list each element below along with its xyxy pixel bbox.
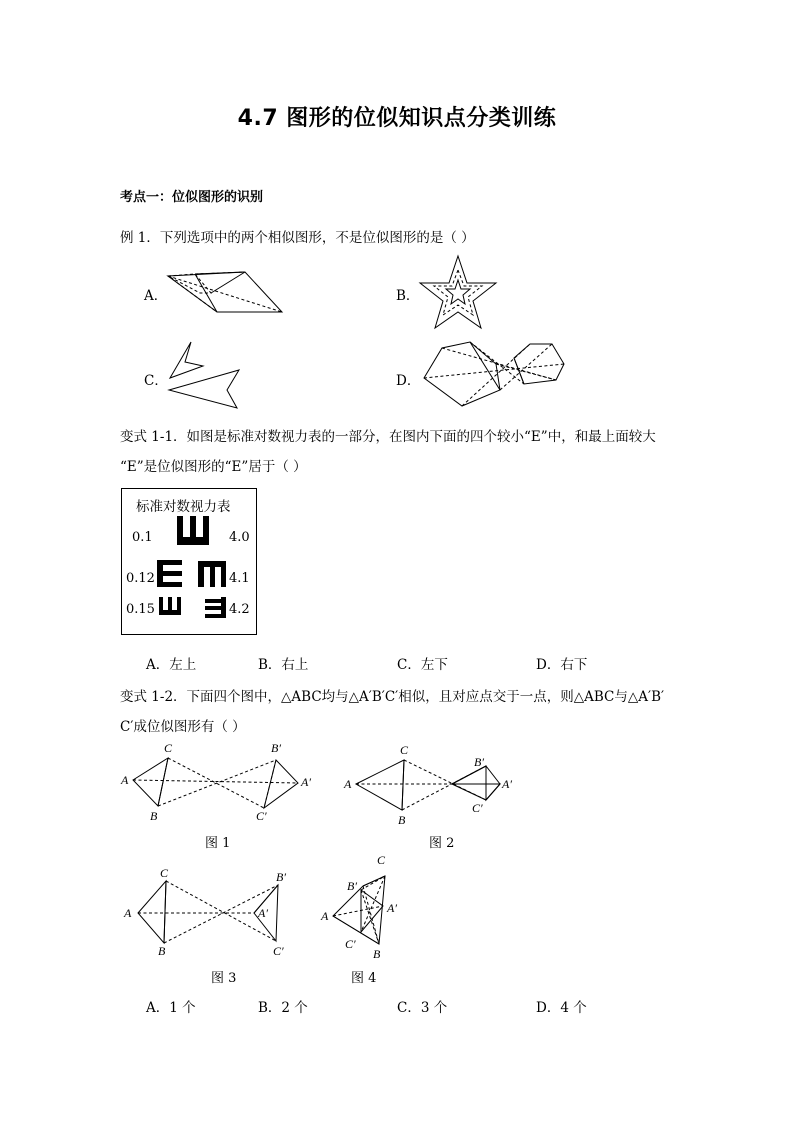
vertex-label-c: C xyxy=(160,866,169,880)
vertex-label-c: C xyxy=(400,743,409,757)
vertex-label-a-prime: A′ xyxy=(502,777,512,791)
q3-option-c: C．3 个 xyxy=(397,1000,448,1016)
vertex-label-c-prime: C′ xyxy=(256,809,267,823)
eye-chart-letters xyxy=(122,489,256,634)
vertex-label-a-prime: A′ xyxy=(387,901,397,915)
eye-chart-left-value: 0.12 xyxy=(126,571,155,586)
vertex-label-b: B xyxy=(150,809,158,823)
vertex-label-c-prime: C′ xyxy=(345,937,356,951)
vertex-label-a: A xyxy=(344,777,352,791)
q2-option-d: D．右下 xyxy=(536,657,588,673)
vertex-label-a-prime: A′ xyxy=(258,906,268,920)
q2-option-c: C．左下 xyxy=(397,657,448,673)
e-symbol-large xyxy=(177,516,209,545)
q1-figure-b xyxy=(418,254,498,330)
eye-chart-title: 标准对数视力表 xyxy=(136,499,231,515)
vertex-label-b: B xyxy=(373,947,381,961)
eye-chart xyxy=(121,488,257,635)
vertex-label-c: C xyxy=(164,741,173,755)
figure-3-caption: 图 3 xyxy=(211,971,237,986)
section-heading: 考点一：位似图形的识别 xyxy=(120,190,264,205)
q3-option-b: B．2 个 xyxy=(258,1000,308,1016)
q1-option-c-label: C． xyxy=(144,373,168,389)
vertex-label-b-prime: B′ xyxy=(271,741,281,755)
q1-option-d-label: D． xyxy=(396,373,421,389)
q1-option-a-label: A． xyxy=(144,288,168,304)
vertex-label-c: C xyxy=(377,853,386,867)
vertex-label-b-prime: B′ xyxy=(347,879,357,893)
e-symbol-small-left xyxy=(159,597,181,615)
q2-option-b: B．右上 xyxy=(258,657,309,673)
e-symbol-mid-left xyxy=(157,560,182,587)
q1-figure-c xyxy=(165,340,245,412)
q3-figure-3 xyxy=(118,865,318,965)
eye-chart-right-value: 4.1 xyxy=(229,571,250,586)
e-symbol-small-right xyxy=(205,597,226,618)
q3-figure-1 xyxy=(118,738,318,828)
eye-chart-left-value: 0.15 xyxy=(126,602,155,617)
question-3-stem-line2: C′成位似图形有（ ） xyxy=(120,719,246,735)
q2-option-a: A．左上 xyxy=(146,657,197,673)
q1-figure-a xyxy=(165,268,285,318)
e-symbol-mid-right xyxy=(198,561,226,587)
question-3-stem-line1: 变式 1-2．下面四个图中，△ABC均与△A′B′C′相似，且对应点交于一点，则△ABC与△A′B′ xyxy=(120,689,665,705)
vertex-label-a: A xyxy=(124,906,132,920)
eye-chart-right-value: 4.0 xyxy=(229,530,250,545)
vertex-label-b-prime: B′ xyxy=(474,755,484,769)
vertex-label-c-prime: C′ xyxy=(472,801,483,815)
question-2-stem-line2: “E”是位似图形的“E”居于（ ） xyxy=(120,459,307,475)
question-1-stem: 例 1．下列选项中的两个相似图形，不是位似图形的是（ ） xyxy=(120,230,475,246)
eye-chart-left-value: 0.1 xyxy=(132,530,153,545)
figure-1-caption: 图 1 xyxy=(205,836,231,851)
vertex-label-b-prime: B′ xyxy=(276,870,286,884)
figure-4-caption: 图 4 xyxy=(351,971,377,986)
eye-chart-right-value: 4.2 xyxy=(229,602,250,617)
q1-option-b-label: B． xyxy=(396,288,420,304)
vertex-label-c-prime: C′ xyxy=(273,944,284,958)
vertex-label-b: B xyxy=(398,813,406,827)
q3-option-d: D．4 个 xyxy=(536,1000,587,1016)
figure-2-caption: 图 2 xyxy=(429,836,455,851)
vertex-label-a-prime: A′ xyxy=(301,775,311,789)
q3-figure-2 xyxy=(340,740,530,830)
vertex-label-b: B xyxy=(158,944,166,958)
page-title: 4.7 图形的位似知识点分类训练 xyxy=(237,106,557,131)
q3-option-a: A．1 个 xyxy=(146,1000,196,1016)
q3-figure-4 xyxy=(315,850,415,965)
q1-figure-d xyxy=(422,340,572,410)
vertex-label-a: A xyxy=(121,773,129,787)
question-2-stem-line1: 变式 1-1．如图是标准对数视力表的一部分，在图内下面的四个较小“E”中，和最上面较大 xyxy=(120,429,656,445)
vertex-label-a: A xyxy=(321,909,329,923)
